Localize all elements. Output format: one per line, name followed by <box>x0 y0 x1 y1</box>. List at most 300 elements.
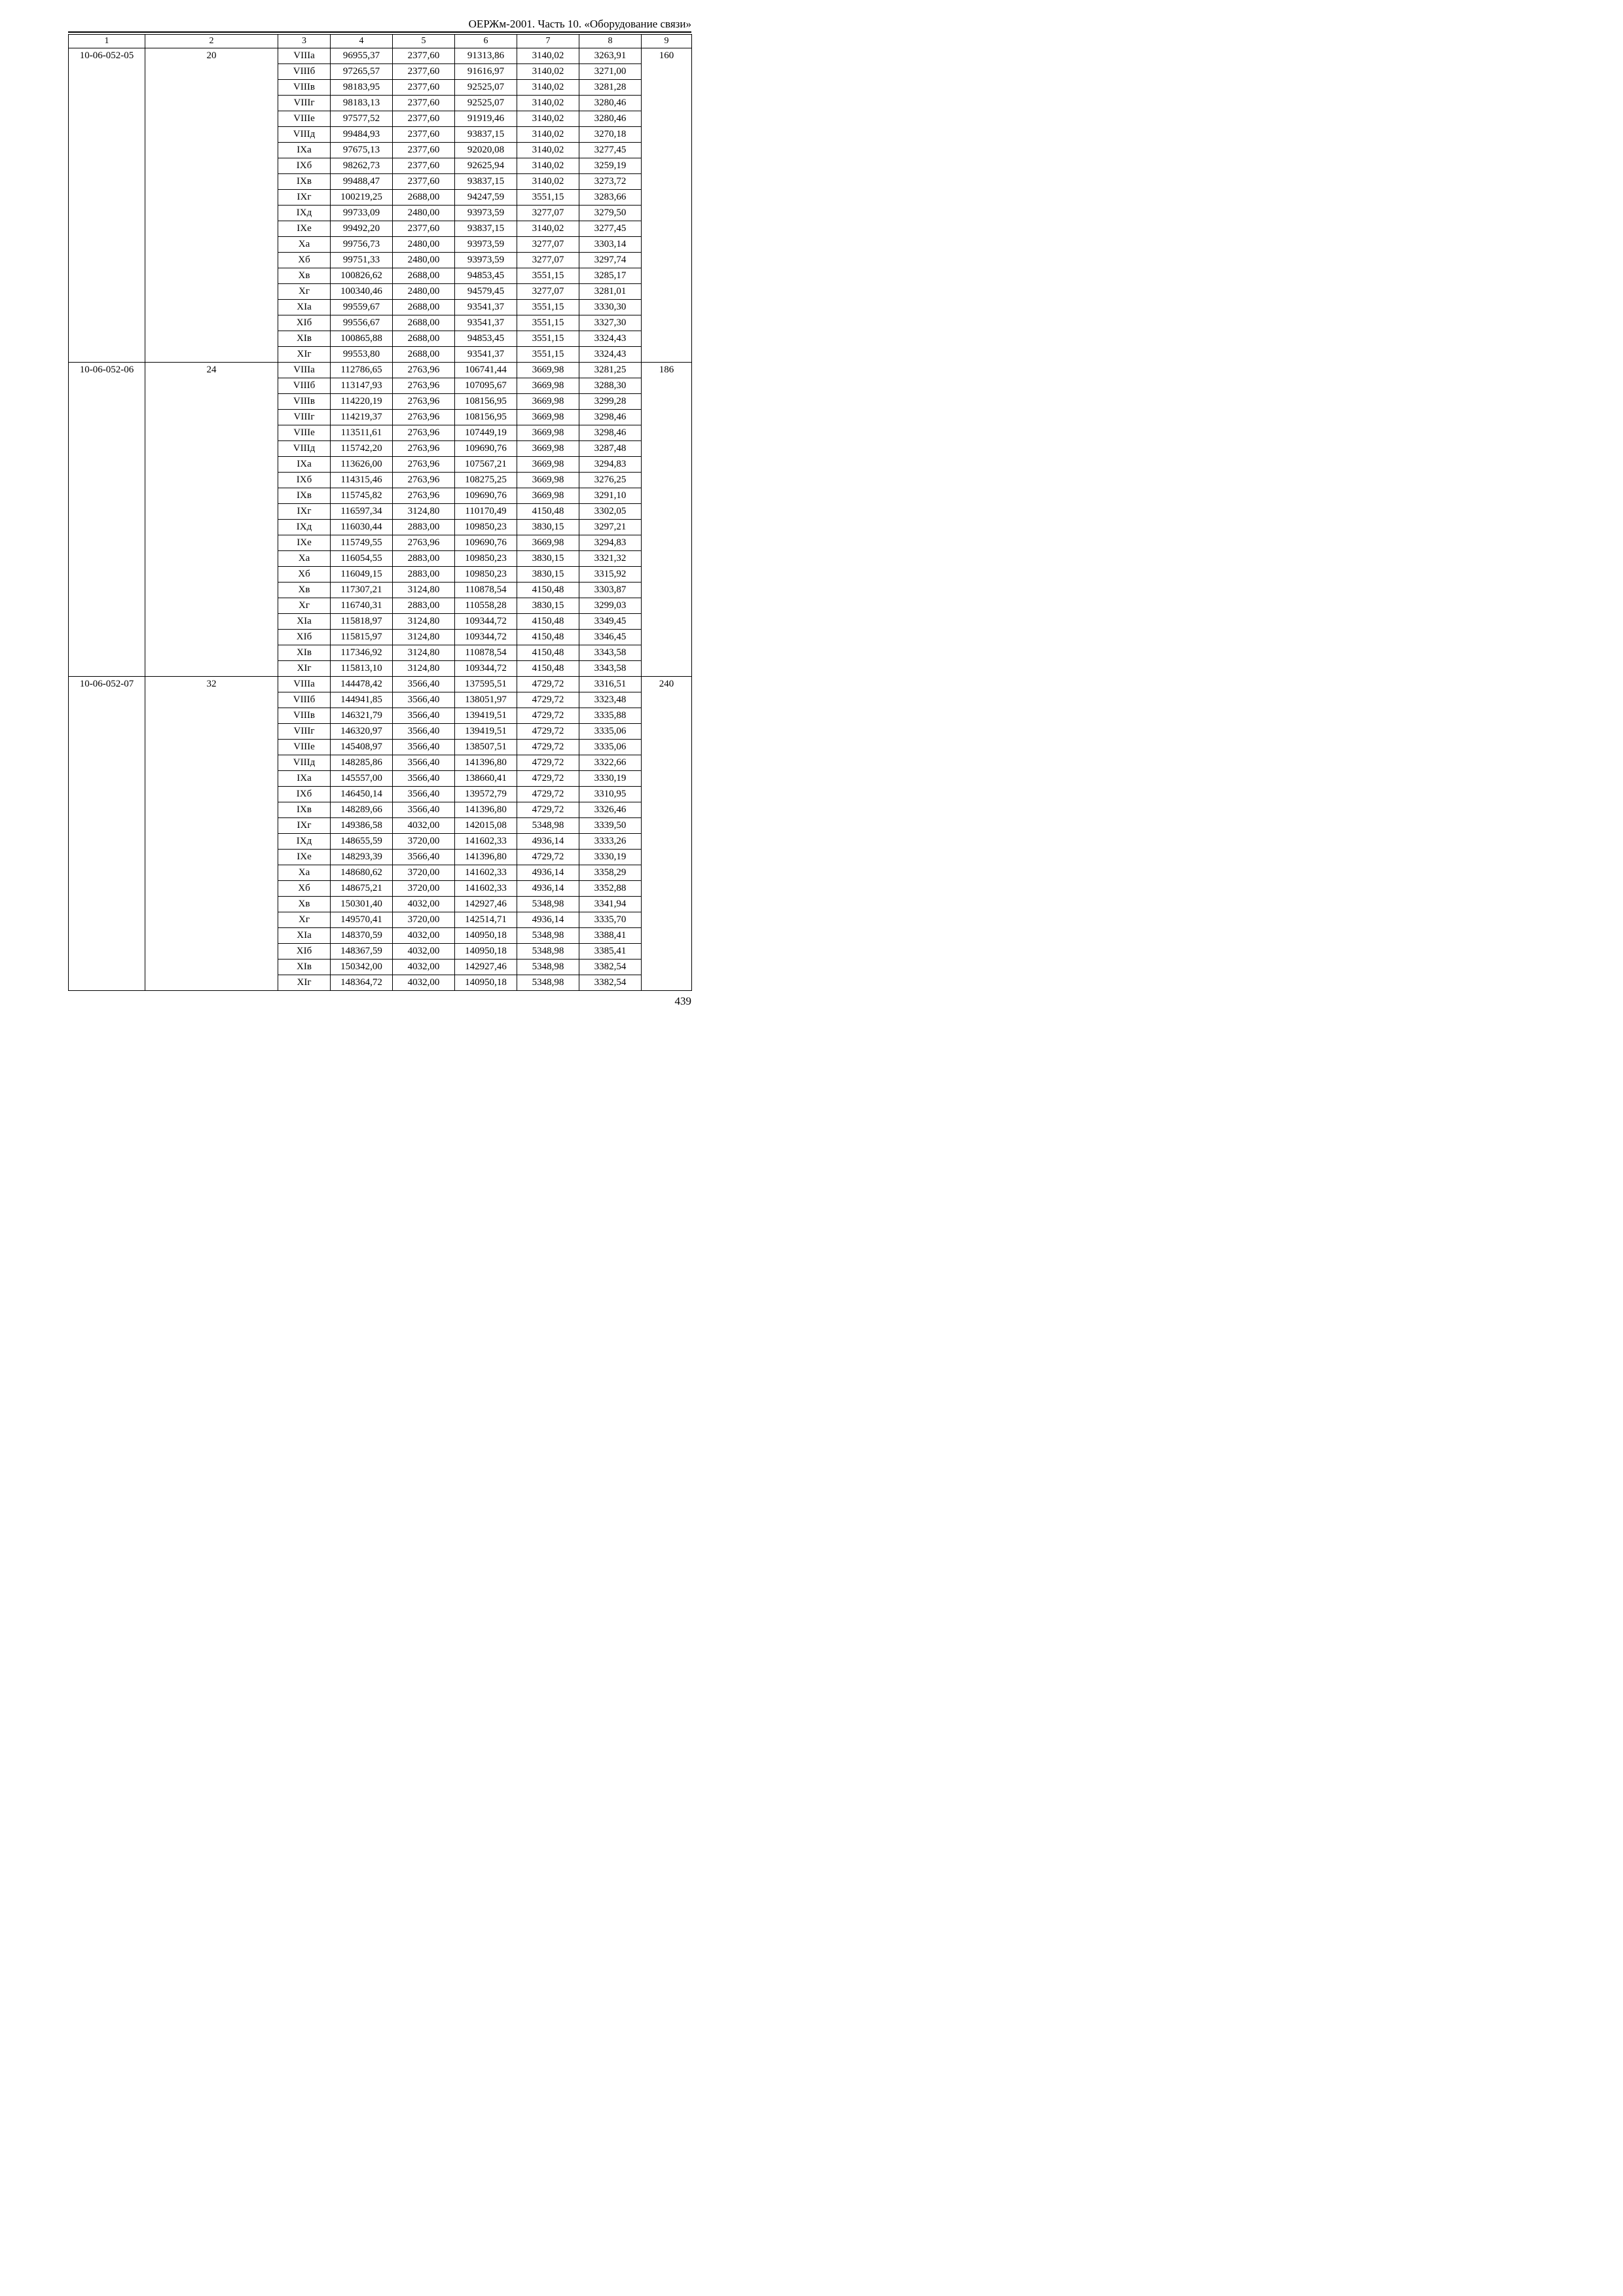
zone-cell: VIIIе <box>278 740 331 755</box>
value-cell: 4729,72 <box>517 677 579 692</box>
value-cell: 109344,72 <box>455 630 517 645</box>
value-cell: 100865,88 <box>331 331 393 347</box>
value-cell: 3358,29 <box>579 865 642 881</box>
value-cell: 110878,54 <box>455 583 517 598</box>
value-cell: 100340,46 <box>331 284 393 300</box>
value-cell: 3352,88 <box>579 881 642 897</box>
value-cell: 4032,00 <box>393 960 455 975</box>
value-cell: 146321,79 <box>331 708 393 724</box>
value-cell: 3669,98 <box>517 488 579 504</box>
value-cell: 3830,15 <box>517 598 579 614</box>
value-cell: 3124,80 <box>393 661 455 677</box>
value-cell: 3669,98 <box>517 441 579 457</box>
value-cell: 97577,52 <box>331 111 393 127</box>
value-cell: 2688,00 <box>393 190 455 206</box>
value-cell: 2688,00 <box>393 315 455 331</box>
column-number-row <box>69 35 692 48</box>
value-cell: 3140,02 <box>517 221 579 237</box>
value-cell: 2763,96 <box>393 441 455 457</box>
value-cell: 92020,08 <box>455 143 517 158</box>
value-cell: 4150,48 <box>517 504 579 520</box>
value-cell: 3294,83 <box>579 535 642 551</box>
zone-cell: IXг <box>278 504 331 520</box>
table-body <box>69 48 692 991</box>
value-cell: 3280,46 <box>579 111 642 127</box>
value-cell: 108156,95 <box>455 394 517 410</box>
value-cell: 3283,66 <box>579 190 642 206</box>
value-cell: 2763,96 <box>393 394 455 410</box>
value-cell: 3281,01 <box>579 284 642 300</box>
value-cell: 4150,48 <box>517 583 579 598</box>
value-cell: 92625,94 <box>455 158 517 174</box>
value-cell: 3297,74 <box>579 253 642 268</box>
value-cell: 2377,60 <box>393 221 455 237</box>
value-cell: 148293,39 <box>331 850 393 865</box>
value-cell: 98183,95 <box>331 80 393 96</box>
value-cell: 3259,19 <box>579 158 642 174</box>
value-cell: 3140,02 <box>517 111 579 127</box>
value-cell: 5348,98 <box>517 975 579 991</box>
value-cell: 4936,14 <box>517 834 579 850</box>
zone-cell: XIб <box>278 630 331 645</box>
value-cell: 109850,23 <box>455 551 517 567</box>
value-cell: 99733,09 <box>331 206 393 221</box>
value-cell: 93973,59 <box>455 253 517 268</box>
value-cell: 3327,30 <box>579 315 642 331</box>
value-cell: 3270,18 <box>579 127 642 143</box>
zone-cell: IXг <box>278 818 331 834</box>
value-cell: 2377,60 <box>393 48 455 64</box>
value-cell: 4032,00 <box>393 897 455 912</box>
zone-cell: IXд <box>278 206 331 221</box>
value-cell: 3346,45 <box>579 630 642 645</box>
value-cell: 3291,10 <box>579 488 642 504</box>
zone-cell: VIIIе <box>278 111 331 127</box>
value-cell: 109344,72 <box>455 614 517 630</box>
column-number: 3 <box>278 35 331 48</box>
value-cell: 3349,45 <box>579 614 642 630</box>
zone-cell: VIIIе <box>278 425 331 441</box>
header-rule <box>68 31 691 33</box>
zone-cell: VIIIв <box>278 80 331 96</box>
value-cell: 3330,30 <box>579 300 642 315</box>
value-cell: 2883,00 <box>393 520 455 535</box>
value-cell: 4032,00 <box>393 928 455 944</box>
value-cell: 2688,00 <box>393 300 455 315</box>
value-cell: 3669,98 <box>517 363 579 378</box>
zone-cell: IXе <box>278 850 331 865</box>
value-cell: 142927,46 <box>455 960 517 975</box>
value-cell: 3720,00 <box>393 834 455 850</box>
value-cell: 3287,48 <box>579 441 642 457</box>
column-number: 6 <box>455 35 517 48</box>
value-cell: 3140,02 <box>517 64 579 80</box>
value-cell: 3273,72 <box>579 174 642 190</box>
value-cell: 112786,65 <box>331 363 393 378</box>
value-cell: 3339,50 <box>579 818 642 834</box>
zone-cell: IXе <box>278 535 331 551</box>
value-cell: 3566,40 <box>393 787 455 802</box>
value-cell: 3669,98 <box>517 425 579 441</box>
value-cell: 142015,08 <box>455 818 517 834</box>
value-cell: 4936,14 <box>517 912 579 928</box>
value-cell: 116597,34 <box>331 504 393 520</box>
value-cell: 3669,98 <box>517 410 579 425</box>
value-cell: 138660,41 <box>455 771 517 787</box>
value-cell: 2883,00 <box>393 567 455 583</box>
zone-cell: VIIIд <box>278 127 331 143</box>
value-cell: 141602,33 <box>455 865 517 881</box>
value-cell: 109690,76 <box>455 441 517 457</box>
value-cell: 3341,94 <box>579 897 642 912</box>
value-cell: 117307,21 <box>331 583 393 598</box>
value-cell: 139419,51 <box>455 708 517 724</box>
value-cell: 100826,62 <box>331 268 393 284</box>
value-cell: 2377,60 <box>393 111 455 127</box>
value-cell: 3335,88 <box>579 708 642 724</box>
value-cell: 93973,59 <box>455 237 517 253</box>
value-cell: 148655,59 <box>331 834 393 850</box>
value-cell: 149386,58 <box>331 818 393 834</box>
value-cell: 3124,80 <box>393 614 455 630</box>
zone-cell: Xг <box>278 912 331 928</box>
value-cell: 115813,10 <box>331 661 393 677</box>
value-cell: 99751,33 <box>331 253 393 268</box>
value-cell: 93541,37 <box>455 347 517 363</box>
zone-cell: VIIIб <box>278 378 331 394</box>
value-cell: 3140,02 <box>517 80 579 96</box>
value-cell: 2763,96 <box>393 535 455 551</box>
value-cell: 3566,40 <box>393 708 455 724</box>
zone-cell: IXв <box>278 488 331 504</box>
value-cell: 109344,72 <box>455 661 517 677</box>
value-cell: 2377,60 <box>393 158 455 174</box>
zone-cell: XIг <box>278 661 331 677</box>
column-number: 2 <box>145 35 278 48</box>
value-cell: 2480,00 <box>393 284 455 300</box>
rates-table <box>68 34 692 991</box>
value-cell: 2763,96 <box>393 410 455 425</box>
value-cell: 4936,14 <box>517 881 579 897</box>
value-cell: 3303,14 <box>579 237 642 253</box>
value-cell: 4729,72 <box>517 787 579 802</box>
value-cell: 3298,46 <box>579 410 642 425</box>
zone-cell: IXд <box>278 834 331 850</box>
zone-cell: Xб <box>278 881 331 897</box>
value-cell: 148364,72 <box>331 975 393 991</box>
zone-cell: IXa <box>278 771 331 787</box>
value-cell: 3720,00 <box>393 865 455 881</box>
value-cell: 3551,15 <box>517 300 579 315</box>
value-cell: 3297,21 <box>579 520 642 535</box>
value-cell: 141396,80 <box>455 802 517 818</box>
rate-col9: 160 <box>642 48 692 363</box>
zone-cell: IXa <box>278 143 331 158</box>
page-number: 439 <box>674 995 691 1007</box>
value-cell: 145557,00 <box>331 771 393 787</box>
value-cell: 92525,07 <box>455 96 517 111</box>
value-cell: 138507,51 <box>455 740 517 755</box>
value-cell: 4032,00 <box>393 975 455 991</box>
value-cell: 4729,72 <box>517 771 579 787</box>
value-cell: 3124,80 <box>393 504 455 520</box>
value-cell: 91616,97 <box>455 64 517 80</box>
value-cell: 110558,28 <box>455 598 517 614</box>
zone-cell: VIIIг <box>278 410 331 425</box>
value-cell: 116054,55 <box>331 551 393 567</box>
value-cell: 148680,62 <box>331 865 393 881</box>
value-cell: 4150,48 <box>517 630 579 645</box>
value-cell: 115742,20 <box>331 441 393 457</box>
value-cell: 99492,20 <box>331 221 393 237</box>
zone-cell: XIв <box>278 645 331 661</box>
value-cell: 3294,83 <box>579 457 642 473</box>
value-cell: 114220,19 <box>331 394 393 410</box>
value-cell: 3316,51 <box>579 677 642 692</box>
value-cell: 2480,00 <box>393 253 455 268</box>
value-cell: 2763,96 <box>393 425 455 441</box>
value-cell: 93973,59 <box>455 206 517 221</box>
value-cell: 116049,15 <box>331 567 393 583</box>
column-number: 7 <box>517 35 579 48</box>
zone-cell: Xв <box>278 268 331 284</box>
value-cell: 3566,40 <box>393 724 455 740</box>
value-cell: 144478,42 <box>331 677 393 692</box>
value-cell: 109850,23 <box>455 567 517 583</box>
value-cell: 108275,25 <box>455 473 517 488</box>
value-cell: 99756,73 <box>331 237 393 253</box>
value-cell: 3124,80 <box>393 583 455 598</box>
zone-cell: Xб <box>278 567 331 583</box>
value-cell: 4729,72 <box>517 802 579 818</box>
value-cell: 3669,98 <box>517 535 579 551</box>
zone-cell: IXд <box>278 520 331 535</box>
value-cell: 4032,00 <box>393 944 455 960</box>
value-cell: 109850,23 <box>455 520 517 535</box>
value-cell: 93541,37 <box>455 300 517 315</box>
value-cell: 2763,96 <box>393 488 455 504</box>
value-cell: 3299,28 <box>579 394 642 410</box>
value-cell: 91919,46 <box>455 111 517 127</box>
zone-cell: XIв <box>278 960 331 975</box>
value-cell: 2688,00 <box>393 268 455 284</box>
value-cell: 5348,98 <box>517 928 579 944</box>
value-cell: 98262,73 <box>331 158 393 174</box>
value-cell: 3281,28 <box>579 80 642 96</box>
zone-cell: VIIIг <box>278 96 331 111</box>
value-cell: 4150,48 <box>517 614 579 630</box>
zone-cell: VIIIд <box>278 755 331 771</box>
zone-cell: XIб <box>278 944 331 960</box>
zone-cell: VIIIг <box>278 724 331 740</box>
value-cell: 3830,15 <box>517 520 579 535</box>
zone-cell: IXб <box>278 473 331 488</box>
value-cell: 93837,15 <box>455 174 517 190</box>
value-cell: 3277,07 <box>517 284 579 300</box>
value-cell: 93837,15 <box>455 127 517 143</box>
zone-cell: Xг <box>278 284 331 300</box>
value-cell: 3277,07 <box>517 206 579 221</box>
value-cell: 2883,00 <box>393 551 455 567</box>
value-cell: 109690,76 <box>455 488 517 504</box>
value-cell: 3385,41 <box>579 944 642 960</box>
rate-col9: 240 <box>642 677 692 991</box>
value-cell: 149570,41 <box>331 912 393 928</box>
value-cell: 3124,80 <box>393 630 455 645</box>
value-cell: 3343,58 <box>579 645 642 661</box>
rate-code: 10-06-052-05 <box>69 48 145 363</box>
value-cell: 106741,44 <box>455 363 517 378</box>
zone-cell: VIIIa <box>278 677 331 692</box>
value-cell: 3277,07 <box>517 253 579 268</box>
zone-cell: VIIIa <box>278 48 331 64</box>
value-cell: 2480,00 <box>393 237 455 253</box>
value-cell: 148289,66 <box>331 802 393 818</box>
value-cell: 140950,18 <box>455 944 517 960</box>
value-cell: 91313,86 <box>455 48 517 64</box>
value-cell: 3298,46 <box>579 425 642 441</box>
value-cell: 144941,85 <box>331 692 393 708</box>
value-cell: 141396,80 <box>455 850 517 865</box>
value-cell: 141602,33 <box>455 881 517 897</box>
zone-cell: IXв <box>278 174 331 190</box>
value-cell: 115818,97 <box>331 614 393 630</box>
value-cell: 2377,60 <box>393 127 455 143</box>
value-cell: 3271,00 <box>579 64 642 80</box>
value-cell: 99559,67 <box>331 300 393 315</box>
zone-cell: Xг <box>278 598 331 614</box>
value-cell: 2688,00 <box>393 347 455 363</box>
value-cell: 5348,98 <box>517 960 579 975</box>
value-cell: 100219,25 <box>331 190 393 206</box>
value-cell: 99484,93 <box>331 127 393 143</box>
value-cell: 3277,07 <box>517 237 579 253</box>
value-cell: 148285,86 <box>331 755 393 771</box>
value-cell: 148367,59 <box>331 944 393 960</box>
value-cell: 3330,19 <box>579 850 642 865</box>
value-cell: 2688,00 <box>393 331 455 347</box>
value-cell: 110170,49 <box>455 504 517 520</box>
value-cell: 3281,25 <box>579 363 642 378</box>
value-cell: 2763,96 <box>393 457 455 473</box>
value-cell: 3140,02 <box>517 48 579 64</box>
zone-cell: XIa <box>278 614 331 630</box>
value-cell: 113147,93 <box>331 378 393 394</box>
value-cell: 148370,59 <box>331 928 393 944</box>
value-cell: 2377,60 <box>393 96 455 111</box>
value-cell: 116740,31 <box>331 598 393 614</box>
value-cell: 107567,21 <box>455 457 517 473</box>
rate-quantity: 24 <box>145 363 278 677</box>
zone-cell: Xв <box>278 583 331 598</box>
zone-cell: XIг <box>278 347 331 363</box>
value-cell: 5348,98 <box>517 818 579 834</box>
value-cell: 96955,37 <box>331 48 393 64</box>
value-cell: 99488,47 <box>331 174 393 190</box>
zone-cell: Xв <box>278 897 331 912</box>
value-cell: 4729,72 <box>517 740 579 755</box>
value-cell: 146320,97 <box>331 724 393 740</box>
rate-col9: 186 <box>642 363 692 677</box>
value-cell: 4150,48 <box>517 645 579 661</box>
value-cell: 3330,19 <box>579 771 642 787</box>
zone-cell: VIIIв <box>278 708 331 724</box>
value-cell: 114219,37 <box>331 410 393 425</box>
table-row <box>69 48 692 64</box>
zone-cell: VIIIд <box>278 441 331 457</box>
value-cell: 3720,00 <box>393 912 455 928</box>
value-cell: 115749,55 <box>331 535 393 551</box>
value-cell: 2377,60 <box>393 174 455 190</box>
zone-cell: IXб <box>278 787 331 802</box>
value-cell: 93541,37 <box>455 315 517 331</box>
value-cell: 3830,15 <box>517 551 579 567</box>
value-cell: 2763,96 <box>393 473 455 488</box>
value-cell: 3315,92 <box>579 567 642 583</box>
value-cell: 3326,46 <box>579 802 642 818</box>
value-cell: 3140,02 <box>517 174 579 190</box>
value-cell: 3566,40 <box>393 692 455 708</box>
value-cell: 107095,67 <box>455 378 517 394</box>
value-cell: 3566,40 <box>393 771 455 787</box>
value-cell: 94247,59 <box>455 190 517 206</box>
column-number: 5 <box>393 35 455 48</box>
value-cell: 3303,87 <box>579 583 642 598</box>
value-cell: 3333,26 <box>579 834 642 850</box>
value-cell: 3321,32 <box>579 551 642 567</box>
zone-cell: Xa <box>278 865 331 881</box>
value-cell: 140950,18 <box>455 975 517 991</box>
value-cell: 3669,98 <box>517 378 579 394</box>
column-number: 4 <box>331 35 393 48</box>
value-cell: 94853,45 <box>455 268 517 284</box>
table-row <box>69 363 692 378</box>
value-cell: 145408,97 <box>331 740 393 755</box>
value-cell: 97675,13 <box>331 143 393 158</box>
value-cell: 3551,15 <box>517 331 579 347</box>
value-cell: 146450,14 <box>331 787 393 802</box>
value-cell: 137595,51 <box>455 677 517 692</box>
value-cell: 3551,15 <box>517 190 579 206</box>
value-cell: 141396,80 <box>455 755 517 771</box>
value-cell: 3382,54 <box>579 960 642 975</box>
value-cell: 150342,00 <box>331 960 393 975</box>
value-cell: 3140,02 <box>517 127 579 143</box>
value-cell: 3140,02 <box>517 158 579 174</box>
value-cell: 3388,41 <box>579 928 642 944</box>
value-cell: 2377,60 <box>393 143 455 158</box>
value-cell: 2763,96 <box>393 363 455 378</box>
value-cell: 4729,72 <box>517 692 579 708</box>
value-cell: 4729,72 <box>517 850 579 865</box>
value-cell: 110878,54 <box>455 645 517 661</box>
value-cell: 148675,21 <box>331 881 393 897</box>
value-cell: 3124,80 <box>393 645 455 661</box>
value-cell: 2883,00 <box>393 598 455 614</box>
zone-cell: Xa <box>278 237 331 253</box>
value-cell: 4032,00 <box>393 818 455 834</box>
value-cell: 3669,98 <box>517 457 579 473</box>
value-cell: 2377,60 <box>393 80 455 96</box>
value-cell: 3279,50 <box>579 206 642 221</box>
value-cell: 3302,05 <box>579 504 642 520</box>
value-cell: 3310,95 <box>579 787 642 802</box>
value-cell: 150301,40 <box>331 897 393 912</box>
value-cell: 3551,15 <box>517 315 579 331</box>
column-number: 8 <box>579 35 642 48</box>
zone-cell: VIIIб <box>278 64 331 80</box>
value-cell: 3566,40 <box>393 677 455 692</box>
